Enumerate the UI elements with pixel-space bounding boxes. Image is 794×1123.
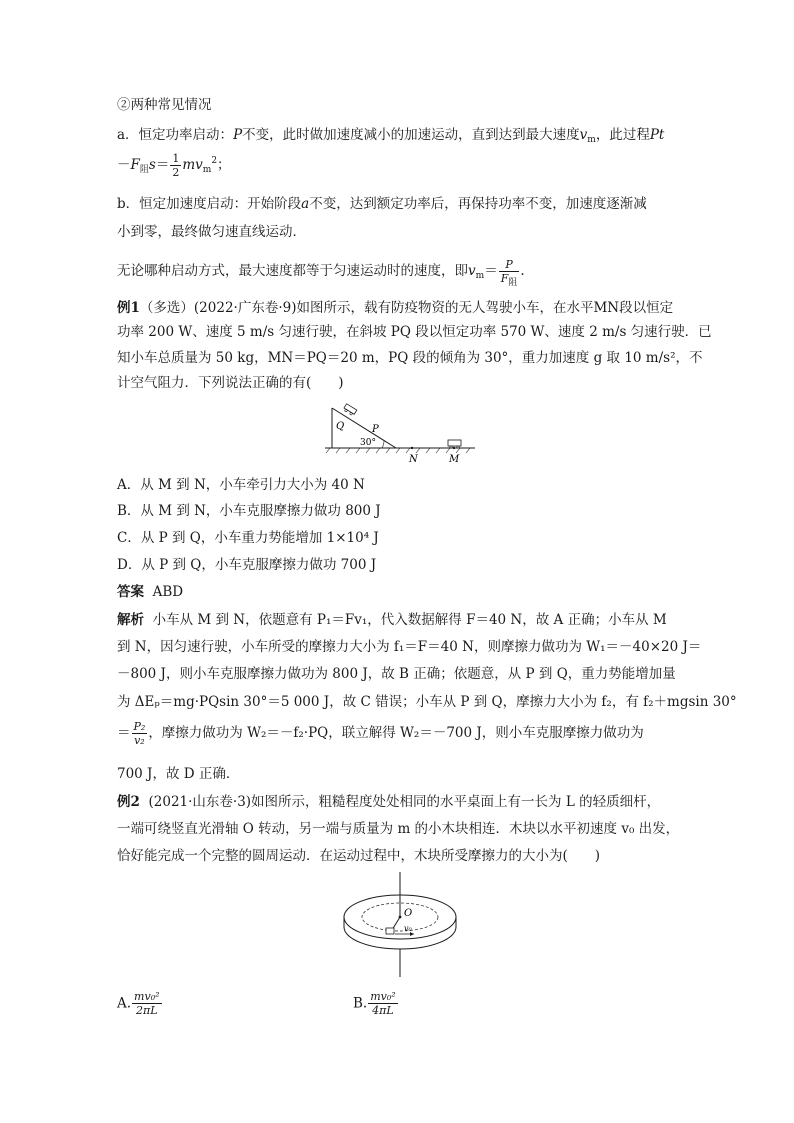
summary-line xyxy=(117,258,525,288)
fraction-P-over-F xyxy=(499,258,520,288)
label-O: O xyxy=(404,908,413,919)
label-N: N xyxy=(409,454,418,465)
cart-on-slope xyxy=(343,404,357,416)
symbol-s: s xyxy=(148,157,156,173)
example1-text: （多选）(2022·广东卷·9)如图所示，载有防疫物资的无人驾驶小车，在水平MN段以恒定 xyxy=(139,300,674,316)
point-M xyxy=(453,447,455,449)
symbol-vm-sub: m xyxy=(475,271,485,281)
symbol-Pt: Pt xyxy=(649,127,665,143)
item-a-text: 不变，此时做加速度减小的加速运动，直到达到最大速度 xyxy=(242,127,580,143)
example1-line4: 计空气阻力．下列说法正确的有( ) xyxy=(117,375,344,391)
example1-line3: 知小车总质量为 50 kg，MN＝PQ＝20 m，PQ 段的倾角为 30°，重力加速度 g 取 10 m/s²，不 xyxy=(117,350,703,366)
example2-line1 xyxy=(117,793,660,811)
option-c: C．从 P 到 Q，小车重力势能增加 1×10⁴ J xyxy=(117,530,379,546)
fraction-num: P xyxy=(505,258,513,271)
symbol-mv-sub: m xyxy=(202,165,212,175)
angle-arc xyxy=(382,441,384,448)
disk-figure xyxy=(338,872,462,982)
fraction-den: v₂ xyxy=(134,734,145,747)
analysis-line6: 700 J，故 D 正确． xyxy=(117,766,240,782)
item-a-text2: ，此过程 xyxy=(595,127,650,143)
equals-sign: ＝ xyxy=(117,725,131,741)
fraction-den: F xyxy=(500,272,509,285)
fraction-den: 4πL xyxy=(372,1004,394,1017)
option-prefix: B. xyxy=(353,995,368,1012)
fraction-num: 1 xyxy=(172,152,180,165)
label-angle: 30° xyxy=(360,438,376,448)
item-b-line2: 小到零，最终做匀速直线运动． xyxy=(117,224,306,240)
symbol-P: P xyxy=(233,127,243,143)
example2-text: (2021·山东卷·3)如图所示，粗糙程度处处相同的水平桌面上有一长为 L 的轻质细杆， xyxy=(148,794,661,810)
analysis-line3: －800 J，则小车克服摩擦力做功为 800 J，故 B 正确；依题意，从 P 到 Q，重力势能增加量 xyxy=(117,666,676,682)
semicolon: ； xyxy=(217,157,231,173)
item-b-line1 xyxy=(117,195,647,213)
option-prefix: A. xyxy=(117,995,132,1012)
equals-sign: ＝ xyxy=(155,157,170,173)
option-d: D．从 P 到 Q，小车克服摩擦力做功 700 J xyxy=(117,557,377,573)
analysis-text: ，摩擦力做功为 W₂＝－f₂·PQ，联立解得 W₂＝－700 J，则小车克服摩擦力做功为 xyxy=(148,725,644,741)
fraction-den: 2πL xyxy=(136,1004,158,1017)
period: . xyxy=(520,263,525,279)
option-a: A．从 M 到 N，小车牵引力大小为 40 N xyxy=(117,477,365,493)
fraction-half xyxy=(170,152,181,179)
superscript-2: 2 xyxy=(211,156,218,166)
example2-option-a xyxy=(117,990,163,1017)
label-v0: v₀ xyxy=(404,924,412,933)
fraction xyxy=(132,990,161,1017)
fraction-den: 2 xyxy=(172,166,180,179)
minus-sign: － xyxy=(117,157,131,173)
example1-line1 xyxy=(117,299,673,317)
analysis-label: 解析 xyxy=(117,612,144,628)
analysis-text: 小车从 M 到 N，依题意有 P₁＝Fv₁，代入数据解得 F＝40 N，故 A 正确；小车从 M xyxy=(152,612,667,628)
summary-text: 无论哪种启动方式，最大速度都等于匀速运动时的速度，即 xyxy=(117,263,468,279)
answer-line xyxy=(117,583,183,601)
example1-line2: 功率 200 W、速度 5 m/s 匀速行驶，在斜坡 PQ 段以恒定功率 570 W、速度 2 m/s 匀速行驶．已 xyxy=(117,324,712,340)
symbol-vm: v xyxy=(468,263,476,279)
fraction-num: mv₀² xyxy=(134,990,160,1003)
fraction xyxy=(368,990,397,1017)
answer-value: ABD xyxy=(152,584,184,600)
answer-label: 答案 xyxy=(117,584,144,600)
fraction-num: P₂ xyxy=(133,720,146,733)
item-b-prefix: b．恒定加速度启动：开始阶段 xyxy=(117,196,302,212)
example2-line3: 恰好能完成一个完整的圆周运动．在运动过程中，木块所受摩擦力的大小为( ) xyxy=(117,848,601,864)
equals-sign: ＝ xyxy=(484,263,498,279)
fraction-num: mv₀² xyxy=(370,990,396,1003)
fraction-den-sub: 阻 xyxy=(508,278,518,288)
label-P: P xyxy=(372,424,379,435)
analysis-line4: 为 ΔEₚ＝mg·PQsin 30°＝5 000 J，故 C 错误；小车从 P 到 Q，摩擦力大小为 f₂，有 f₂＋mgsin 30° xyxy=(117,694,737,710)
example2-line2: 一端可绕竖直光滑轴 O 转动，另一端与质量为 m 的小木块相连．木块以水平初速度 v₀ 出发， xyxy=(117,821,680,837)
ground-hatch xyxy=(326,448,470,453)
symbol-F-sub: 阻 xyxy=(139,165,149,175)
analysis-line2: 到 N，因匀速行驶，小车所受的摩擦力大小为 f₁＝F＝40 N，则摩擦力做功为 W₁＝－40×20 J＝ xyxy=(117,639,702,655)
item-b-text: 不变，达到额定功率后，再保持功率不变，加速度逐渐减 xyxy=(309,196,647,212)
item-a-line1 xyxy=(117,126,664,144)
analysis-line5 xyxy=(117,720,644,747)
section-heading: ②两种常见情况 xyxy=(117,97,212,113)
symbol-v-sub: m xyxy=(587,135,596,145)
example1-label: 例1 xyxy=(117,300,140,316)
symbol-a: a xyxy=(301,196,310,212)
item-a-prefix: a．恒定功率启动： xyxy=(117,127,234,143)
wood-block xyxy=(386,928,394,934)
example2-label: 例2 xyxy=(117,794,140,810)
analysis-line1 xyxy=(117,611,667,629)
item-a-line2 xyxy=(117,152,231,179)
incline-figure xyxy=(320,398,480,468)
option-b: B．从 M 到 N，小车克服摩擦力做功 800 J xyxy=(117,503,381,519)
fraction-P2-v2 xyxy=(132,720,148,747)
symbol-mv: mv xyxy=(182,157,203,173)
example2-option-b xyxy=(353,990,399,1017)
label-M: M xyxy=(449,454,460,465)
point-N xyxy=(411,447,413,449)
label-Q: Q xyxy=(336,421,345,432)
symbol-F: F xyxy=(130,157,140,173)
symbol-v: v xyxy=(579,127,588,143)
